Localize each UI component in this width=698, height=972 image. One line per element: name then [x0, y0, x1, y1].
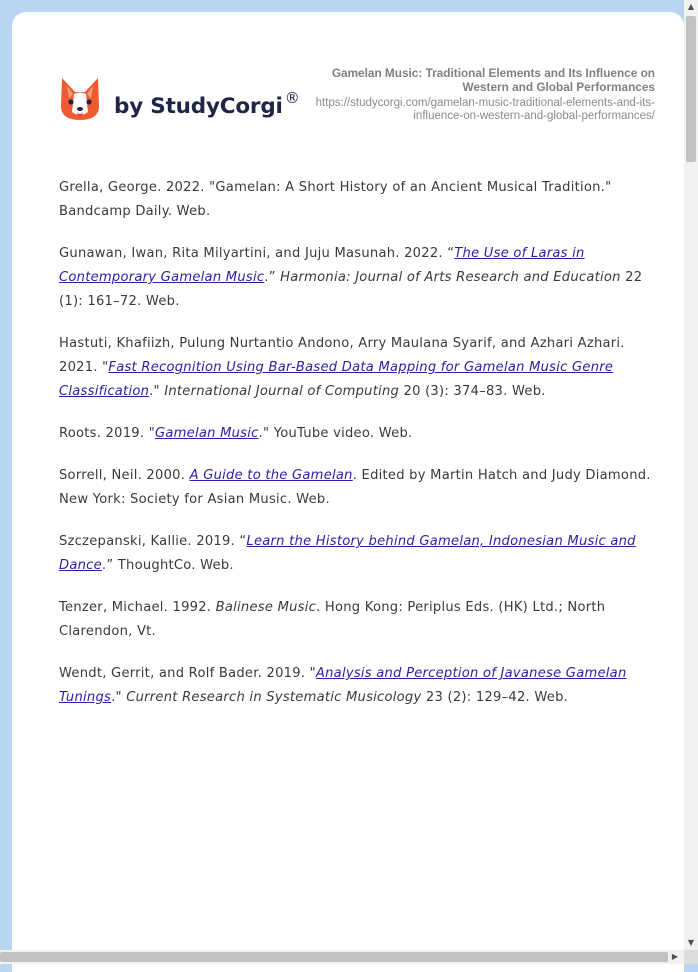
- studycorgi-logo[interactable]: [60, 76, 300, 122]
- document-page: [12, 12, 684, 972]
- reference-item: Gunawan, Iwan, Rita Milyartini, and Juju Masunah. 2022. “The Use of Laras in Contemporary Gamelan Music.” Harmonia: Journal of Arts Research and Education 22 (1): 161–72. Web.: [59, 246, 643, 309]
- vertical-scroll-thumb[interactable]: [686, 16, 696, 162]
- document-title: Gamelan Music: Traditional Elements and Its Influence on Western and Global Performances: [331, 66, 655, 94]
- scrollbar-corner: [684, 950, 698, 964]
- brand-name: by StudyCorgi ®: [114, 89, 300, 119]
- scroll-down-icon[interactable]: ▼: [687, 938, 695, 947]
- reference-item: Roots. 2019. "Gamelan Music." YouTube video. Web.: [59, 426, 413, 441]
- document-header: [295, 66, 655, 123]
- registered-mark: ®: [284, 89, 300, 107]
- reference-item: Szczepanski, Kallie. 2019. “Learn the History behind Gamelan, Indonesian Music and Dance.” ThoughtCo. Web.: [59, 534, 636, 573]
- document-url[interactable]: https://studycorgi.com/gamelan-music-traditional-elements-and-its-influence-on-western-and-global-performances/: [315, 97, 655, 122]
- reference-link[interactable]: Fast Recognition Using Bar-Based Data Mapping for Gamelan Music Genre Classification: [59, 360, 614, 399]
- reference-list: [59, 176, 659, 728]
- book-title: Balinese Music: [215, 600, 317, 615]
- corgi-icon: [60, 76, 100, 122]
- vertical-scrollbar[interactable]: [684, 0, 698, 950]
- scroll-right-icon[interactable]: ▶: [671, 952, 679, 961]
- reference-link[interactable]: A Guide to the Gamelan: [189, 468, 353, 483]
- reference-link[interactable]: Analysis and Perception of Javanese Gamelan Tunings: [59, 666, 627, 705]
- horizontal-scrollbar[interactable]: [0, 950, 684, 964]
- reference-item: Grella, George. 2022. "Gamelan: A Short History of an Ancient Musical Tradition." Bandcamp Daily. Web.: [59, 180, 612, 219]
- reference-item: Wendt, Gerrit, and Rolf Bader. 2019. "Analysis and Perception of Javanese Gamelan Tunings." Current Research in Systematic Musicology 23 (2): 129–42. Web.: [59, 666, 627, 705]
- scroll-up-icon[interactable]: ▲: [687, 2, 695, 11]
- journal-title: International Journal of Computing: [164, 384, 400, 399]
- reference-item: Tenzer, Michael. 1992. Balinese Music. Hong Kong: Periplus Eds. (HK) Ltd.; North Clarendon, Vt.: [59, 600, 606, 639]
- reference-link[interactable]: Gamelan Music: [154, 426, 259, 441]
- journal-title: Harmonia: Journal of Arts Research and Education: [280, 270, 621, 285]
- reference-link[interactable]: Learn the History behind Gamelan, Indonesian Music and Dance: [59, 534, 636, 573]
- reference-item: Hastuti, Khafiizh, Pulung Nurtantio Andono, Arry Maulana Syarif, and Azhari Azhari. 2021. "Fast Recognition Using Bar-Based Data Mapping for Gamelan Music Genre Classification." International Journal of Computing 20 (3): 374–83. Web.: [59, 336, 625, 399]
- journal-title: Current Research in Systematic Musicology: [126, 690, 422, 705]
- reference-link[interactable]: The Use of Laras in Contemporary Gamelan Music: [59, 246, 585, 285]
- reference-item: Sorrell, Neil. 2000. A Guide to the Gamelan. Edited by Martin Hatch and Judy Diamond. New York: Society for Asian Music. Web.: [59, 468, 651, 507]
- horizontal-scroll-thumb[interactable]: [0, 952, 668, 962]
